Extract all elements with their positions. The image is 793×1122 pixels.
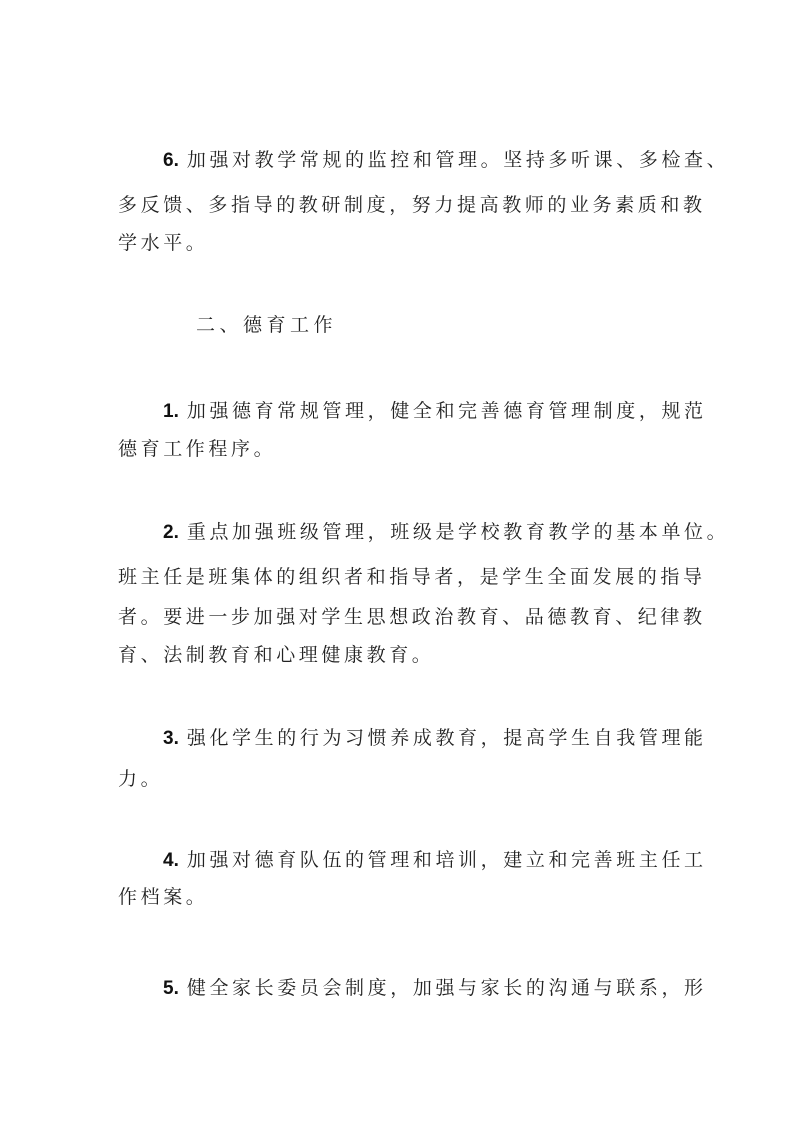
list-number: 2.: [163, 522, 179, 543]
paragraph-1-line-1: 1. 加强德育常规管理，健全和完善德育管理制度，规范: [163, 400, 707, 422]
paragraph-6-line-2: 多反馈、多指导的教研制度，努力提高教师的业务素质和教: [118, 194, 706, 216]
list-number: 4.: [163, 850, 179, 871]
section-heading: 二、德育工作: [196, 314, 338, 336]
paragraph-2-line-4: 育、法制教育和心理健康教育。: [118, 644, 435, 666]
paragraph-6-line-1: 6. 加强对教学常规的监控和管理。坚持多听课、多检查、: [163, 149, 730, 171]
list-number: 1.: [163, 401, 179, 422]
list-number: 6.: [163, 150, 179, 171]
paragraph-1-line-2: 德育工作程序。: [118, 438, 277, 460]
paragraph-2-line-3: 者。要进一步加强对学生思想政治教育、品德教育、纪律教: [118, 606, 706, 628]
list-number: 3.: [163, 728, 179, 749]
paragraph-2-line-1: 2. 重点加强班级管理，班级是学校教育教学的基本单位。: [163, 521, 730, 543]
paragraph-6-line-3: 学水平。: [118, 232, 209, 254]
paragraph-2-line-2: 班主任是班集体的组织者和指导者，是学生全面发展的指导: [118, 566, 706, 588]
paragraph-5-line-1: 5. 健全家长委员会制度，加强与家长的沟通与联系，形: [163, 977, 707, 999]
paragraph-4-line-2: 作档案。: [118, 886, 209, 908]
paragraph-3-line-1: 3. 强化学生的行为习惯养成教育，提高学生自我管理能: [163, 727, 707, 749]
paragraph-4-line-1: 4. 加强对德育队伍的管理和培训，建立和完善班主任工: [163, 849, 707, 871]
list-number: 5.: [163, 978, 179, 999]
paragraph-3-line-2: 力。: [118, 768, 164, 790]
